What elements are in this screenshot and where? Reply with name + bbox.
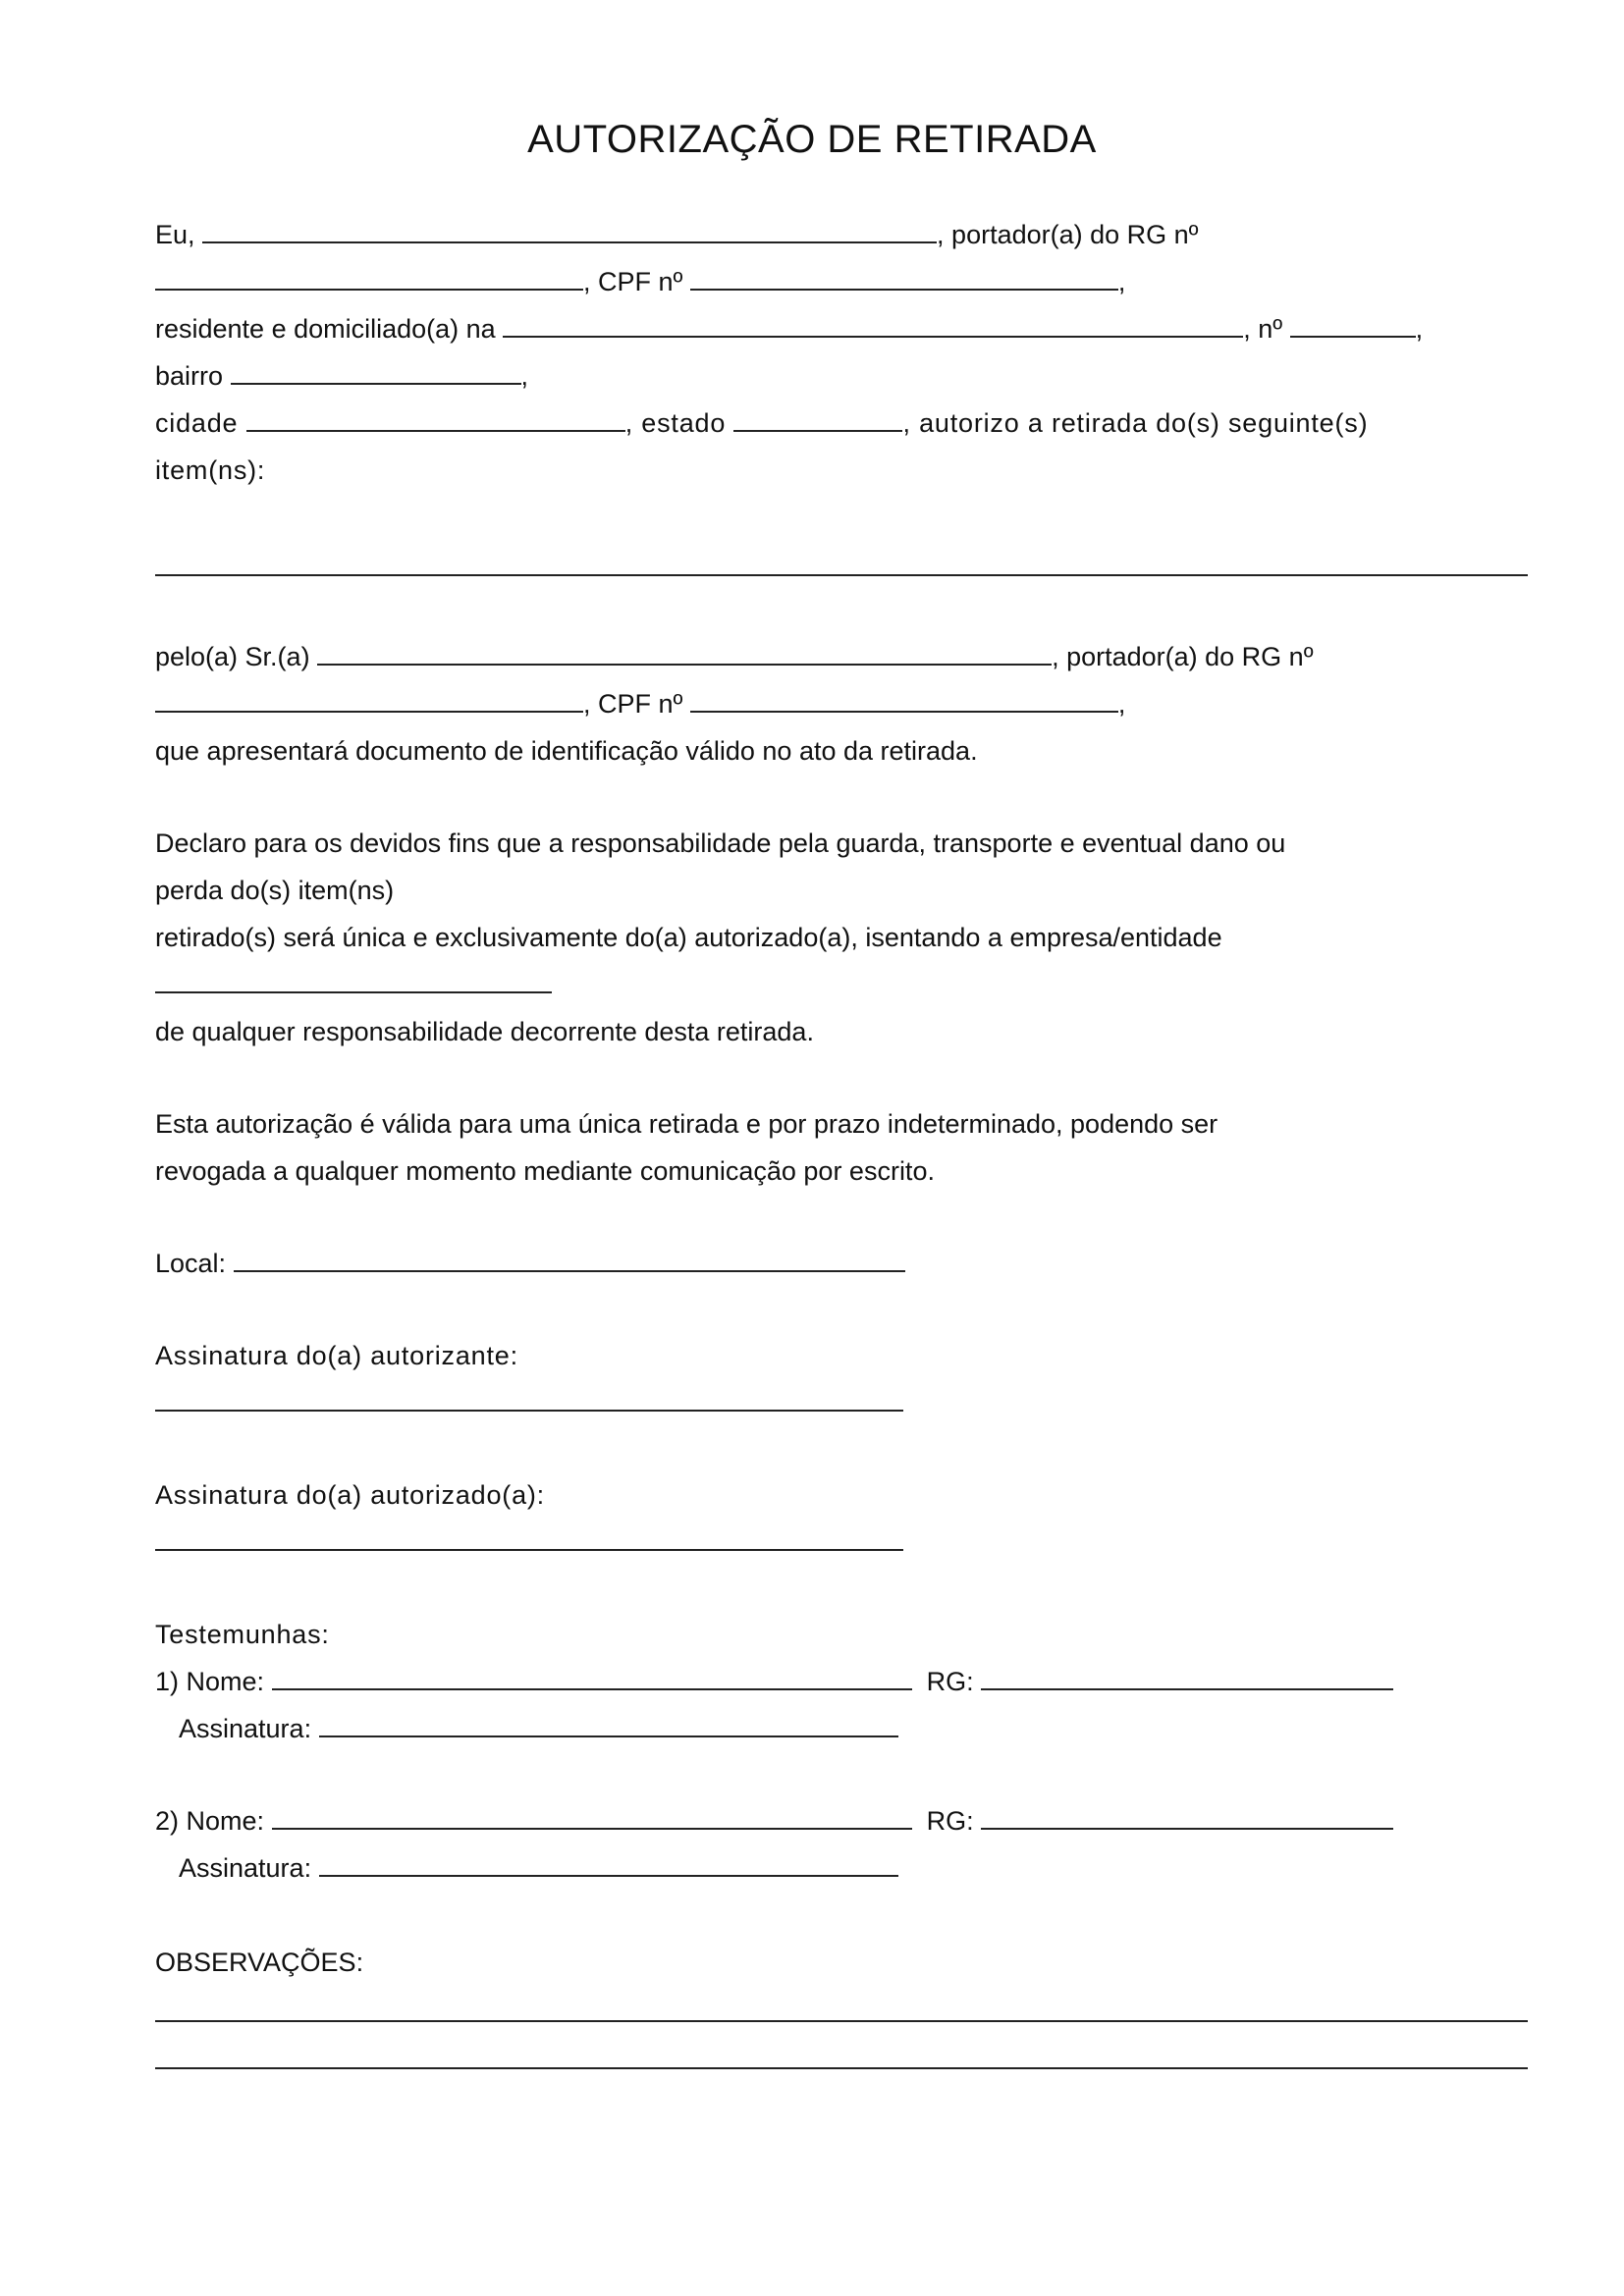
numero-label: , nº: [1243, 314, 1283, 344]
authorizer-line-3: [155, 312, 1423, 346]
portador-rg-label: , portador(a) do RG nº: [937, 220, 1199, 249]
local-field[interactable]: [234, 1249, 905, 1272]
cpf-label: , CPF nº: [583, 689, 683, 719]
signature-authorizer-label: Assinatura do(a) autorizante:: [155, 1341, 518, 1370]
authorized-line-2: [155, 687, 1125, 721]
signature-authorized-line: [155, 1525, 903, 1559]
declaration-line-2: perda do(s) item(ns): [155, 876, 395, 905]
local-label: Local:: [155, 1249, 227, 1278]
witness-1-name-field[interactable]: [272, 1667, 912, 1690]
bairro-label: bairro: [155, 361, 224, 391]
witness-2-rg-field[interactable]: [981, 1806, 1393, 1830]
signature-authorizer-line: [155, 1386, 903, 1419]
estado-label: , estado: [624, 408, 727, 438]
pelo-label: pelo(a) Sr.(a): [155, 642, 310, 671]
declaration-entity-line: [155, 968, 552, 1001]
cidade-field[interactable]: [246, 408, 625, 432]
document-title: AUTORIZAÇÃO DE RETIRADA: [527, 118, 1097, 161]
autorizo-text: , autorizo a retirada do(s) seguinte(s): [902, 408, 1369, 438]
signature-authorized-field[interactable]: [155, 1527, 903, 1551]
declaration-line-4: de qualquer responsabilidade decorrente desta retirada.: [155, 1017, 814, 1046]
authorizer-rg-field[interactable]: [155, 267, 583, 291]
witness-2-signature-label: Assinatura:: [179, 1853, 312, 1883]
cidade-label: cidade: [155, 408, 239, 438]
witness-2-signature-line: [179, 1851, 898, 1885]
apresentara-text: que apresentará documento de identificação válido no ato da retirada.: [155, 736, 978, 766]
declaration-line-3: retirado(s) será única e exclusivamente do(a) autorizado(a), isentando a empresa/entidade: [155, 923, 1222, 952]
cpf-label: , CPF nº: [583, 267, 683, 296]
authorized-name-field[interactable]: [317, 642, 1052, 666]
signature-authorizer-field[interactable]: [155, 1388, 903, 1412]
witness-2-name-label: 2) Nome:: [155, 1806, 265, 1836]
declaration-line-1: Declaro para os devidos fins que a responsabilidade pela guarda, transporte e eventual dano ou: [155, 828, 1286, 858]
comma-text: ,: [1117, 267, 1126, 296]
witness-1-signature-field[interactable]: [319, 1714, 898, 1737]
address-number-field[interactable]: [1290, 314, 1416, 338]
comma-text: ,: [520, 361, 529, 391]
witness-2-signature-field[interactable]: [319, 1853, 898, 1877]
authorized-line-1: [155, 640, 1314, 673]
portador-rg-label: , portador(a) do RG nº: [1052, 642, 1314, 671]
witness-1-signature-line: [179, 1712, 898, 1745]
authorizer-line-2: [155, 265, 1125, 298]
witness-1-name-label: 1) Nome:: [155, 1667, 265, 1696]
witness-1-rg-label: RG:: [926, 1667, 974, 1696]
comma-text: ,: [1117, 689, 1126, 719]
authorizer-line-5: [155, 406, 1368, 440]
address-street-field[interactable]: [503, 314, 1243, 338]
authorizer-cpf-field[interactable]: [690, 267, 1118, 291]
entity-field[interactable]: [155, 970, 552, 993]
authorizer-name-field[interactable]: [202, 220, 937, 243]
validity-line-2: revogada a qualquer momento mediante comunicação por escrito.: [155, 1156, 935, 1186]
witness-1-line: [155, 1665, 1393, 1698]
local-line: [155, 1247, 905, 1280]
signature-authorized-label: Assinatura do(a) autorizado(a):: [155, 1480, 545, 1510]
authorized-cpf-field[interactable]: [690, 689, 1118, 713]
items-field[interactable]: [155, 574, 1528, 576]
residente-label: residente e domiciliado(a) na: [155, 314, 496, 344]
authorizer-line-1: [155, 218, 1199, 251]
eu-label: Eu,: [155, 220, 195, 249]
comma-text: ,: [1415, 314, 1424, 344]
witness-2-rg-label: RG:: [926, 1806, 974, 1836]
observations-label: OBSERVAÇÕES:: [155, 1948, 364, 1977]
authorizer-line-4: [155, 359, 528, 393]
bairro-field[interactable]: [231, 361, 521, 385]
estado-field[interactable]: [733, 408, 902, 432]
witness-1-signature-label: Assinatura:: [179, 1714, 312, 1743]
witness-2-name-field[interactable]: [272, 1806, 912, 1830]
validity-line-1: Esta autorização é válida para uma única retirada e por prazo indeterminado, podendo ser: [155, 1109, 1218, 1139]
items-label: item(ns):: [155, 455, 266, 485]
observations-field-1[interactable]: [155, 2020, 1528, 2022]
witness-1-rg-field[interactable]: [981, 1667, 1393, 1690]
witnesses-heading: Testemunhas:: [155, 1620, 330, 1649]
observations-field-2[interactable]: [155, 2067, 1528, 2069]
authorized-rg-field[interactable]: [155, 689, 583, 713]
witness-2-line: [155, 1804, 1393, 1838]
